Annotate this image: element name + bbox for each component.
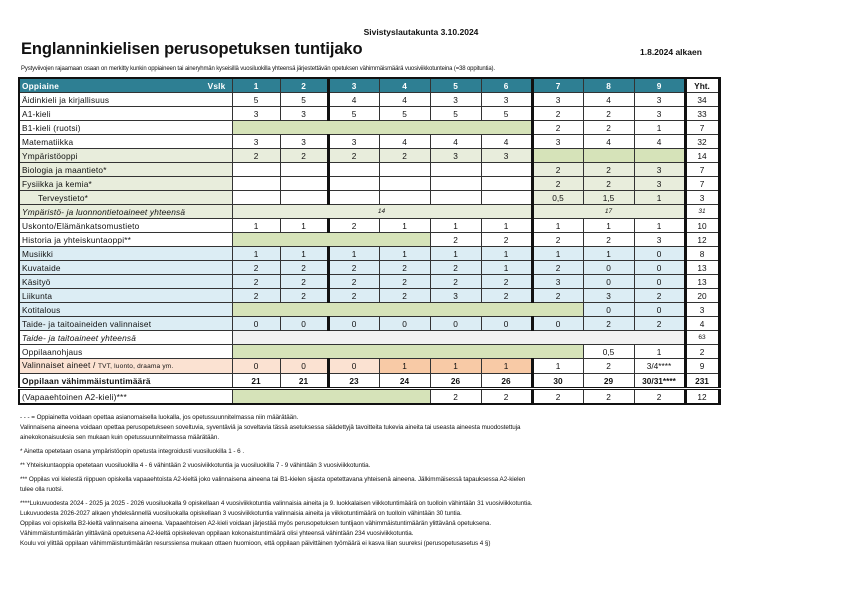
grade-7-cell: 2	[532, 389, 583, 405]
grade-7-cell: 2	[532, 107, 583, 121]
header-grade-6: 6	[481, 78, 532, 93]
grade-4-cell: 4	[379, 135, 430, 149]
subject-cell	[19, 121, 232, 135]
subject-label: Oppilaan vähimmäistuntimäärä	[22, 375, 151, 386]
grade-5-cell: 0	[430, 317, 481, 331]
total-cell: 10	[685, 219, 719, 233]
grade-5-cell: 1	[430, 219, 481, 233]
total-cell: 31	[685, 205, 719, 219]
grade-5-cell	[430, 177, 481, 191]
subject-sublabel: TVT, luonto, draama ym.	[98, 363, 174, 370]
footnote-11: Koulu voi ylittää oppilaan vähimmäistuntimäärän resurssiensa mukaan ottaen huomioon, että oppilaan päivittäinen työmäärä ei kasva liian suureksi (perusopetusasetus 4 §)	[20, 540, 491, 547]
grade-2-cell: 0	[280, 317, 328, 331]
grade-4-cell: 4	[379, 93, 430, 107]
grade-6-cell: 0	[481, 317, 532, 331]
table-row-valinnaiset	[19, 359, 719, 374]
table-header-row	[19, 78, 719, 93]
grade-2-cell	[280, 163, 328, 177]
subject-cell	[19, 289, 232, 303]
grade-9-cell: 3	[634, 93, 685, 107]
grade-5-cell: 4	[430, 135, 481, 149]
subject-cell	[19, 389, 232, 405]
table-row-oppilaanohjaus	[19, 345, 719, 359]
grade-9-cell: 4	[634, 135, 685, 149]
grade-6-cell: 1	[481, 219, 532, 233]
grade-7-cell: 1	[532, 219, 583, 233]
grade-3-cell: 0	[328, 317, 379, 331]
grade-6-cell: 5	[481, 107, 532, 121]
subject-cell	[19, 107, 232, 121]
subject-cell	[19, 177, 232, 191]
subject-cell	[19, 359, 232, 374]
grade-3-cell: 0	[328, 359, 379, 374]
grade-7-cell: 2	[532, 289, 583, 303]
header-grade-label: Vslk	[207, 80, 226, 91]
grade-8-cell: 0	[583, 303, 634, 317]
grade-8-cell: 0	[583, 261, 634, 275]
footnote-8: Lukuvuodesta 2026-2027 alkaen yhdeksännellä vuosiluokalla opiskellaan 3 vuosiviikkotuntia valinnaisia aineita ja viikkotuntimäärä on tuolloin vähintään 30 tuntia.	[20, 510, 462, 517]
table-row-ymparisto_yht	[19, 205, 719, 219]
grade-7-cell	[532, 149, 583, 163]
total-cell: 8	[685, 247, 719, 261]
grade-9-cell: 0	[634, 247, 685, 261]
grade-1-cell	[232, 163, 280, 177]
footnote-0: - - - = Oppiainetta voidaan opettaa asianomaisella luokalla, jos opetussuunnitelmassa niin määrätään.	[20, 414, 299, 421]
grade-1-cell: 2	[232, 275, 280, 289]
subject-cell	[19, 191, 232, 205]
grade-8-cell: 2	[583, 121, 634, 135]
header-subject-label: Oppiaine	[22, 80, 60, 91]
grade-8-cell: 29	[583, 374, 634, 389]
total-cell: 34	[685, 93, 719, 107]
total-cell: 63	[685, 331, 719, 345]
grade-7-cell: 0	[532, 317, 583, 331]
grade-6-cell: 2	[481, 389, 532, 405]
grade-1-cell: 5	[232, 93, 280, 107]
table-row-aidinkieli	[19, 93, 719, 107]
subject-label: Fysiikka ja kemia*	[22, 178, 92, 189]
grade-5-cell: 3	[430, 149, 481, 163]
grade-1-cell	[232, 177, 280, 191]
grade-4-cell: 24	[379, 374, 430, 389]
grade-2-cell	[280, 177, 328, 191]
grade-2-cell: 2	[280, 149, 328, 163]
grade-8-cell: 2	[583, 107, 634, 121]
grade-4-cell: 2	[379, 261, 430, 275]
grade-1-cell	[232, 191, 280, 205]
grade-1-cell: 21	[232, 374, 280, 389]
table-row-matematiikka	[19, 135, 719, 149]
grade-1-cell: 0	[232, 317, 280, 331]
grade-4-cell: 2	[379, 289, 430, 303]
header-grade-2: 2	[280, 78, 328, 93]
total-cell: 4	[685, 317, 719, 331]
header-total: Yht.	[685, 78, 719, 93]
subject-cell	[19, 247, 232, 261]
grade-6-cell: 4	[481, 135, 532, 149]
grade-9-cell: 30/31****	[634, 374, 685, 389]
total-cell: 32	[685, 135, 719, 149]
not-taught-span	[232, 345, 583, 359]
grade-9-cell: 2	[634, 289, 685, 303]
grade-1-cell: 1	[232, 247, 280, 261]
grade-8-cell: 1	[583, 219, 634, 233]
grade-3-cell: 1	[328, 247, 379, 261]
grade-5-cell: 2	[430, 261, 481, 275]
subject-label: Historia ja yhteiskuntaoppi**	[22, 234, 132, 245]
grade-5-cell: 2	[430, 389, 481, 405]
header-grade-3: 3	[328, 78, 379, 93]
grade-9-cell: 0	[634, 303, 685, 317]
subject-cell	[19, 93, 232, 107]
total-cell: 13	[685, 275, 719, 289]
grade-6-cell: 2	[481, 289, 532, 303]
table-row-taide_yht	[19, 331, 719, 345]
grade-3-cell: 2	[328, 261, 379, 275]
grade-7-cell: 3	[532, 93, 583, 107]
grade-4-cell	[379, 163, 430, 177]
total-cell: 7	[685, 121, 719, 135]
committee-date: Sivistyslautakunta 3.10.2024	[363, 27, 479, 37]
grade-1-cell: 2	[232, 289, 280, 303]
grade-9-cell: 2	[634, 389, 685, 405]
table-row-ymparistooppi	[19, 149, 719, 163]
grade-7-cell: 2	[532, 233, 583, 247]
subject-label: (Vapaaehtoinen A2-kieli)***	[22, 391, 127, 402]
grade-8-cell: 2	[583, 317, 634, 331]
grade-3-cell: 2	[328, 275, 379, 289]
subject-cell	[19, 374, 232, 389]
grade-8-cell: 0	[583, 275, 634, 289]
grade-5-cell: 26	[430, 374, 481, 389]
table-row-kuvataide	[19, 261, 719, 275]
total-cell: 14	[685, 149, 719, 163]
subject-label: Äidinkieli ja kirjallisuus	[22, 94, 110, 105]
grade-1-cell: 1	[232, 219, 280, 233]
grade-9-cell: 2	[634, 317, 685, 331]
subject-cell	[19, 331, 232, 345]
lesson-distribution-table	[18, 77, 721, 405]
grade-3-cell	[328, 163, 379, 177]
effective-date: 1.8.2024 alkaen	[640, 47, 702, 57]
subject-label: Matematiikka	[22, 136, 74, 147]
grade-2-cell: 2	[280, 289, 328, 303]
table-row-kotitalous	[19, 303, 719, 317]
grade-4-cell: 1	[379, 219, 430, 233]
subject-cell	[19, 233, 232, 247]
grade-9-cell: 0	[634, 261, 685, 275]
grade-7-cell: 2	[532, 163, 583, 177]
grade-5-cell: 1	[430, 247, 481, 261]
subject-cell	[19, 345, 232, 359]
not-taught-span	[232, 121, 532, 135]
grade-9-cell: 0	[634, 275, 685, 289]
total-cell: 12	[685, 233, 719, 247]
not-taught-span	[232, 303, 583, 317]
grade-7-cell: 2	[532, 121, 583, 135]
subject-label: Valinnaiset aineet /	[22, 360, 98, 370]
subject-cell	[19, 275, 232, 289]
grade-7-cell: 0,5	[532, 191, 583, 205]
grade-6-cell	[481, 177, 532, 191]
grade-5-cell: 5	[430, 107, 481, 121]
grade-1-cell: 2	[232, 261, 280, 275]
grade-8-cell: 2	[583, 233, 634, 247]
header-grade-5: 5	[430, 78, 481, 93]
total-cell: 3	[685, 303, 719, 317]
grade-8-cell	[583, 149, 634, 163]
grade-3-cell	[328, 191, 379, 205]
subject-cell	[19, 261, 232, 275]
grade-7-cell: 1	[532, 247, 583, 261]
footnotes	[20, 413, 740, 549]
grade-1-cell: 2	[232, 149, 280, 163]
grade-2-cell	[280, 191, 328, 205]
grade-6-cell: 1	[481, 247, 532, 261]
header-subject-cell	[19, 78, 232, 93]
grade-5-cell: 3	[430, 93, 481, 107]
grade-3-cell: 5	[328, 107, 379, 121]
subject-label: Taide- ja taitoaineet yhteensä	[22, 332, 137, 343]
table-row-taide_valinnaiset	[19, 317, 719, 331]
grade-4-cell: 0	[379, 317, 430, 331]
header-grade-9: 9	[634, 78, 685, 93]
total-cell: 231	[685, 374, 719, 389]
grade-9-cell: 1	[634, 219, 685, 233]
grade-5-cell: 2	[430, 233, 481, 247]
grade-9-cell: 3	[634, 107, 685, 121]
table-row-vahimmais	[19, 374, 719, 389]
subject-label: Taide- ja taitoaineiden valinnaiset	[22, 318, 152, 329]
grade-6-cell	[481, 191, 532, 205]
subject-label: Ympäristöoppi	[22, 150, 78, 161]
grade-1-cell: 0	[232, 359, 280, 374]
subject-label: Musiikki	[22, 248, 54, 259]
grade-2-cell: 3	[280, 135, 328, 149]
header-grade-7: 7	[532, 78, 583, 93]
grade-3-cell: 4	[328, 93, 379, 107]
grade-2-cell: 21	[280, 374, 328, 389]
table-row-b1	[19, 121, 719, 135]
grade-9-cell: 1	[634, 121, 685, 135]
grade-4-cell: 1	[379, 359, 430, 374]
grade-3-cell: 2	[328, 149, 379, 163]
grade-7-cell: 2	[532, 177, 583, 191]
intro-text: Pystyviivojen rajaamaan osaan on merkitty kunkin oppiaineen tai aineryhmän kyseisillä vuosiluokilla yhteensä järjestettävän opetuksen vähimmäismäärä vuosiviikkotunteina (=38 oppituntia).	[21, 66, 495, 72]
subject-cell	[19, 317, 232, 331]
grade-7-cell: 3	[532, 135, 583, 149]
subject-label: Biologia ja maantieto*	[22, 164, 107, 175]
grade-9-cell: 3/4****	[634, 359, 685, 374]
table-row-terveystieto	[19, 191, 719, 205]
subject-label: Kotitalous	[22, 304, 61, 315]
grade-6-cell: 2	[481, 233, 532, 247]
subject-cell	[19, 149, 232, 163]
grade-3-cell: 23	[328, 374, 379, 389]
grade-7-cell: 30	[532, 374, 583, 389]
subject-label: Uskonto/Elämänkatsomustieto	[22, 220, 140, 231]
empty-span	[232, 331, 685, 345]
subject-cell	[19, 163, 232, 177]
footnote-5: *** Oppilas voi kielestä riippuen opiskella vapaaehtoista A2-kieltä joko valinnaisena aineena tai B1-kielen sijasta opetettavana yhteisenä aineena. Jälkimmäisessä tapauksessa A2-kielen	[20, 476, 526, 483]
table-row-musiikki	[19, 247, 719, 261]
grade-1-cell: 3	[232, 107, 280, 121]
grade-4-cell: 1	[379, 247, 430, 261]
subject-label: A1-kieli	[22, 108, 51, 119]
grade-8-cell: 4	[583, 135, 634, 149]
grade-9-cell	[634, 149, 685, 163]
grade-5-cell: 1	[430, 359, 481, 374]
table-row-liikunta	[19, 289, 719, 303]
subject-label: Kuvataide	[22, 262, 61, 273]
grade-8-cell: 0,5	[583, 345, 634, 359]
grade-9-cell: 1	[634, 345, 685, 359]
grade-2-cell: 3	[280, 107, 328, 121]
grade-2-cell: 0	[280, 359, 328, 374]
grade-8-cell: 1	[583, 247, 634, 261]
grade-2-cell: 1	[280, 219, 328, 233]
table-row-a2	[19, 389, 719, 405]
grade-7-cell: 1	[532, 359, 583, 374]
grade-2-cell: 2	[280, 261, 328, 275]
grade-4-cell	[379, 177, 430, 191]
header-grade-1: 1	[232, 78, 280, 93]
grade-2-cell: 1	[280, 247, 328, 261]
subject-label: Terveystieto*	[38, 192, 89, 203]
table-row-historia	[19, 233, 719, 247]
not-taught-span	[232, 233, 430, 247]
footnote-3: * Ainetta opetetaan osana ympäristöopin opetusta integroidusti vuosiluokilla 1 - 6 .	[20, 448, 245, 455]
grade-8-cell: 2	[583, 177, 634, 191]
grade-8-cell: 4	[583, 93, 634, 107]
footnote-2: ainekokonaisuuksia sen mukaan kuin opetussuunnitelmassa määrätään.	[20, 434, 220, 441]
table-row-kasityo	[19, 275, 719, 289]
grade-6-cell: 2	[481, 275, 532, 289]
grade-8-cell: 2	[583, 389, 634, 405]
subject-label: B1-kieli (ruotsi)	[22, 122, 81, 133]
grade-9-cell: 3	[634, 177, 685, 191]
footnote-6: tulee olla ruotsi.	[20, 486, 64, 493]
grade-4-cell: 2	[379, 149, 430, 163]
grade-9-cell: 3	[634, 163, 685, 177]
grade-8-cell: 3	[583, 289, 634, 303]
total-cell: 33	[685, 107, 719, 121]
grade-8-cell: 1,5	[583, 191, 634, 205]
page-title: Englanninkielisen perusopetuksen tuntijako	[21, 40, 363, 58]
total-cell: 3	[685, 191, 719, 205]
table-row-a1	[19, 107, 719, 121]
subject-label: Liikunta	[22, 290, 53, 301]
grade-6-cell: 3	[481, 93, 532, 107]
grade-3-cell: 2	[328, 289, 379, 303]
grade-9-cell: 1	[634, 191, 685, 205]
not-taught-span	[232, 389, 430, 405]
grade-5-cell: 3	[430, 289, 481, 303]
grade-5-cell: 2	[430, 275, 481, 289]
grade-6-cell	[481, 163, 532, 177]
header-grade-8: 8	[583, 78, 634, 93]
header-grade-4: 4	[379, 78, 430, 93]
table-row-biologia	[19, 163, 719, 177]
grade-3-cell: 3	[328, 135, 379, 149]
subject-cell	[19, 303, 232, 317]
footnote-1: Valinnaisena aineena voidaan opettaa perusopetukseen soveltuvia, syventäviä ja soveltavia tässä asetuksessa säädettyjä tavoitteita tukevia aineita tai useasta aineesta muodostettuja	[20, 424, 521, 431]
grade-6-cell: 26	[481, 374, 532, 389]
subject-label: Oppilaanohjaus	[22, 346, 83, 357]
grade-8-cell: 2	[583, 163, 634, 177]
total-cell: 2	[685, 345, 719, 359]
grade-7-cell: 3	[532, 275, 583, 289]
subject-cell	[19, 135, 232, 149]
grade-5-cell	[430, 191, 481, 205]
total-cell: 13	[685, 261, 719, 275]
grade-8-cell: 2	[583, 359, 634, 374]
sum-grades-1-6: 14	[232, 205, 532, 219]
grade-7-cell: 2	[532, 261, 583, 275]
grade-1-cell: 3	[232, 135, 280, 149]
grade-9-cell: 3	[634, 233, 685, 247]
subject-label: Käsityö	[22, 276, 51, 287]
grade-2-cell: 2	[280, 275, 328, 289]
grade-3-cell	[328, 177, 379, 191]
table-row-fysiikka	[19, 177, 719, 191]
total-cell: 7	[685, 177, 719, 191]
footnote-4: ** Yhteiskuntaoppia opetetaan vuosiluokilla 4 - 6 vähintään 2 vuosiviikkotuntia ja vuosiluokilla 7 - 9 vähintään 3 vuosiviikkotuntia.	[20, 462, 371, 469]
table-row-uskonto	[19, 219, 719, 233]
footnote-10: Vähimmäistuntimäärän ylittävänä opetuksena A2-kieltä opiskelevan oppilaan kokonaistuntimäärä olisi yhteensä vähintään 234 vuosiviikkotuntia.	[20, 530, 414, 537]
sum-grades-7-9: 17	[532, 205, 685, 219]
grade-4-cell: 2	[379, 275, 430, 289]
grade-2-cell: 5	[280, 93, 328, 107]
grade-6-cell: 3	[481, 149, 532, 163]
grade-4-cell	[379, 191, 430, 205]
total-cell: 7	[685, 163, 719, 177]
grade-3-cell: 2	[328, 219, 379, 233]
total-cell: 20	[685, 289, 719, 303]
grade-6-cell: 1	[481, 359, 532, 374]
grade-4-cell: 5	[379, 107, 430, 121]
footnote-9: Oppilas voi opiskella B2-kieltä valinnaisena aineena. Vapaaehtoisen A2-kieli voidaan järjestää myös perusopetuksen tuntijaon vähimmäistuntimäärän ylittävänä opetuksena.	[20, 520, 492, 527]
grade-6-cell: 1	[481, 261, 532, 275]
total-cell: 12	[685, 389, 719, 405]
footnote-7: ****Lukuvuodesta 2024 - 2025 ja 2025 - 2026 vuosiluokalla 9 opiskellaan 4 vuosiviikkotuntia valinnaisia aineita ja 9. luokkalaisen viikkotuntimäärä on tuolloin vähintään 31 vuosiviikkotuntia.	[20, 500, 533, 507]
subject-cell	[19, 219, 232, 233]
subject-cell	[19, 205, 232, 219]
total-cell: 9	[685, 359, 719, 374]
subject-label: Ympäristö- ja luonnontietoaineet yhteensä	[22, 206, 186, 217]
grade-5-cell	[430, 163, 481, 177]
